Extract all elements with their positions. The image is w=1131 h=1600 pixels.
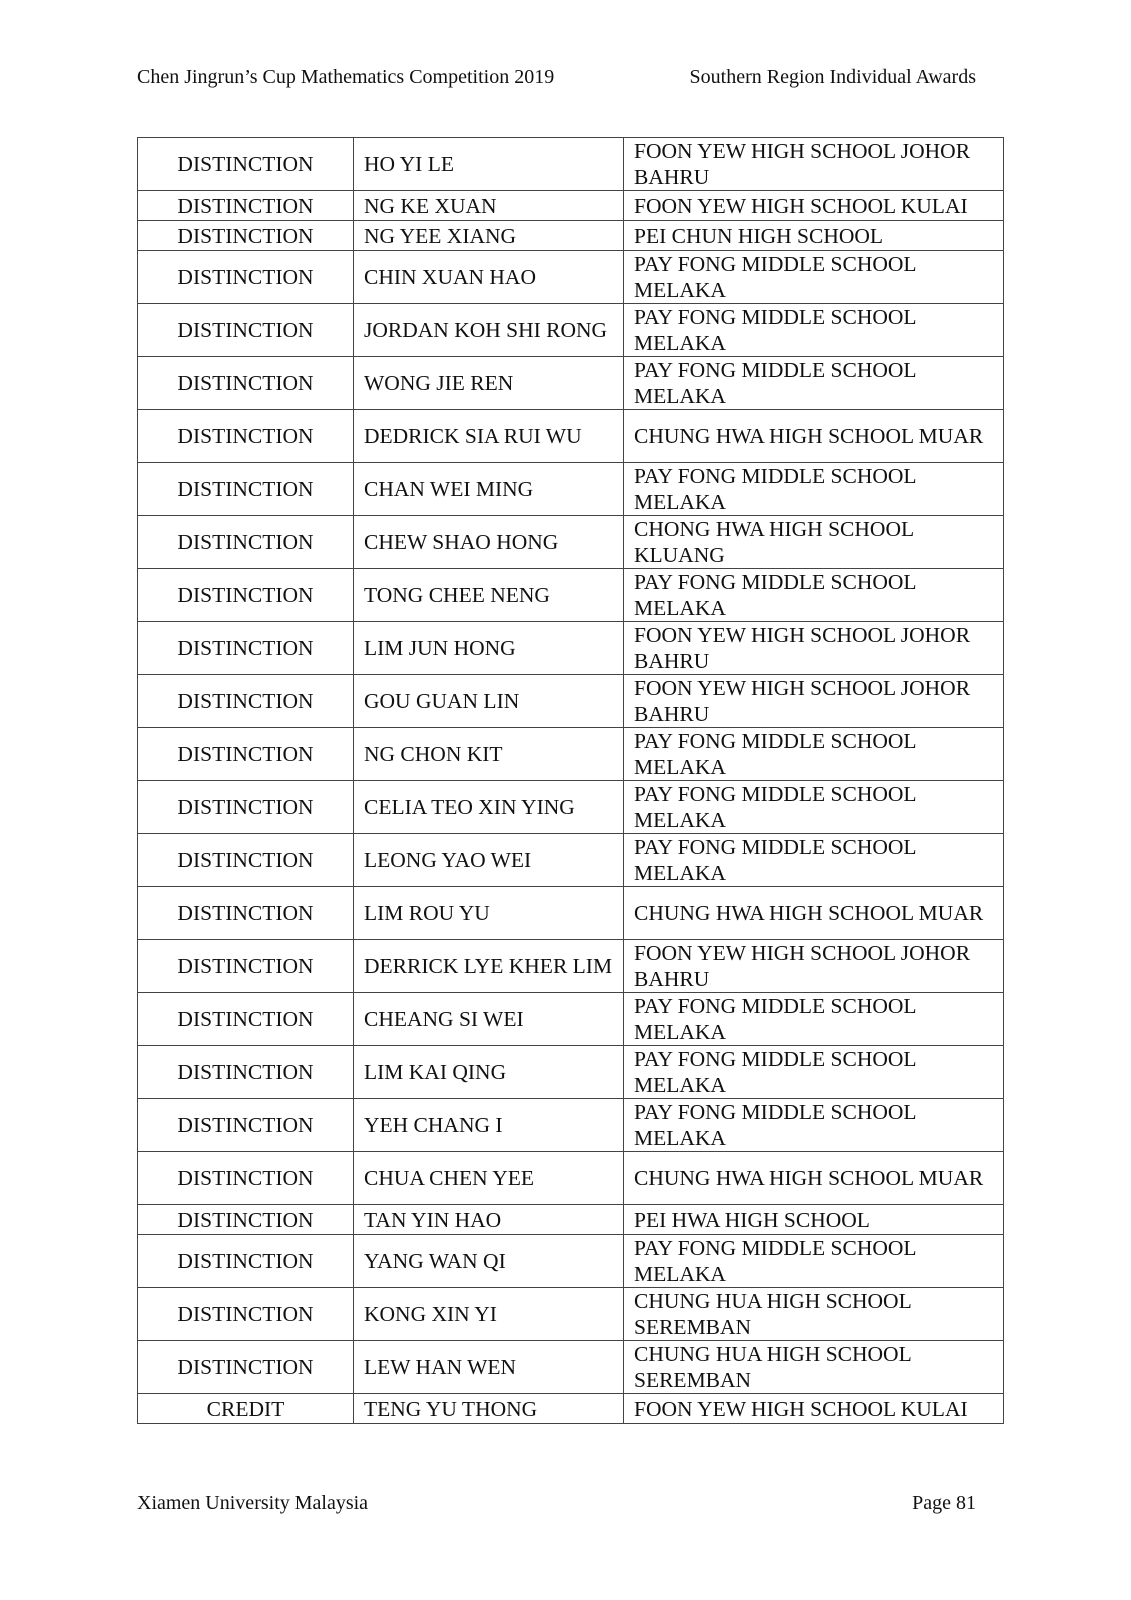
school-cell: PAY FONG MIDDLE SCHOOL MELAKA bbox=[624, 1235, 1004, 1288]
school-cell: FOON YEW HIGH SCHOOL JOHOR BAHRU bbox=[624, 622, 1004, 675]
footer-institution: Xiamen University Malaysia bbox=[137, 1492, 369, 1514]
award-cell: DISTINCTION bbox=[138, 1341, 354, 1394]
award-cell: DISTINCTION bbox=[138, 675, 354, 728]
school-cell: PAY FONG MIDDLE SCHOOL MELAKA bbox=[624, 357, 1004, 410]
school-cell: PAY FONG MIDDLE SCHOOL MELAKA bbox=[624, 251, 1004, 304]
school-cell: PAY FONG MIDDLE SCHOOL MELAKA bbox=[624, 834, 1004, 887]
school-cell: CHONG HWA HIGH SCHOOL KLUANG bbox=[624, 516, 1004, 569]
student-name-cell: CHUA CHEN YEE bbox=[354, 1152, 624, 1205]
award-cell: DISTINCTION bbox=[138, 1235, 354, 1288]
award-cell: DISTINCTION bbox=[138, 993, 354, 1046]
award-cell: DISTINCTION bbox=[138, 781, 354, 834]
table-row bbox=[138, 251, 1004, 304]
award-cell: DISTINCTION bbox=[138, 940, 354, 993]
award-cell: DISTINCTION bbox=[138, 569, 354, 622]
student-name-cell: LEW HAN WEN bbox=[354, 1341, 624, 1394]
page-number: Page 81 bbox=[912, 1492, 976, 1514]
student-name-cell: TONG CHEE NENG bbox=[354, 569, 624, 622]
table-row bbox=[138, 463, 1004, 516]
student-name-cell: DEDRICK SIA RUI WU bbox=[354, 410, 624, 463]
school-cell: FOON YEW HIGH SCHOOL JOHOR BAHRU bbox=[624, 138, 1004, 191]
school-cell: CHUNG HUA HIGH SCHOOL SEREMBAN bbox=[624, 1341, 1004, 1394]
student-name-cell: NG YEE XIANG bbox=[354, 221, 624, 251]
award-cell: DISTINCTION bbox=[138, 516, 354, 569]
school-cell: PEI HWA HIGH SCHOOL bbox=[624, 1205, 1004, 1235]
student-name-cell: GOU GUAN LIN bbox=[354, 675, 624, 728]
school-cell: CHUNG HWA HIGH SCHOOL MUAR bbox=[624, 410, 1004, 463]
student-name-cell: JORDAN KOH SHI RONG bbox=[354, 304, 624, 357]
school-cell: FOON YEW HIGH SCHOOL JOHOR BAHRU bbox=[624, 940, 1004, 993]
table-row bbox=[138, 1235, 1004, 1288]
award-cell: DISTINCTION bbox=[138, 1205, 354, 1235]
student-name-cell: KONG XIN YI bbox=[354, 1288, 624, 1341]
award-cell: DISTINCTION bbox=[138, 357, 354, 410]
table-row bbox=[138, 834, 1004, 887]
table-row bbox=[138, 304, 1004, 357]
student-name-cell: LIM ROU YU bbox=[354, 887, 624, 940]
award-cell: DISTINCTION bbox=[138, 463, 354, 516]
table-row bbox=[138, 516, 1004, 569]
student-name-cell: YEH CHANG I bbox=[354, 1099, 624, 1152]
award-cell: DISTINCTION bbox=[138, 304, 354, 357]
table-row bbox=[138, 1205, 1004, 1235]
header-section: Southern Region Individual Awards bbox=[689, 66, 976, 88]
award-cell: DISTINCTION bbox=[138, 887, 354, 940]
student-name-cell: CHIN XUAN HAO bbox=[354, 251, 624, 304]
school-cell: CHUNG HWA HIGH SCHOOL MUAR bbox=[624, 887, 1004, 940]
award-cell: CREDIT bbox=[138, 1394, 354, 1424]
table-row bbox=[138, 569, 1004, 622]
school-cell: PAY FONG MIDDLE SCHOOL MELAKA bbox=[624, 304, 1004, 357]
table-row bbox=[138, 622, 1004, 675]
student-name-cell: CELIA TEO XIN YING bbox=[354, 781, 624, 834]
school-cell: PAY FONG MIDDLE SCHOOL MELAKA bbox=[624, 569, 1004, 622]
student-name-cell: YANG WAN QI bbox=[354, 1235, 624, 1288]
school-cell: PAY FONG MIDDLE SCHOOL MELAKA bbox=[624, 781, 1004, 834]
school-cell: PAY FONG MIDDLE SCHOOL MELAKA bbox=[624, 728, 1004, 781]
school-cell: CHUNG HUA HIGH SCHOOL SEREMBAN bbox=[624, 1288, 1004, 1341]
table-row bbox=[138, 221, 1004, 251]
student-name-cell: NG CHON KIT bbox=[354, 728, 624, 781]
student-name-cell: LEONG YAO WEI bbox=[354, 834, 624, 887]
school-cell: PAY FONG MIDDLE SCHOOL MELAKA bbox=[624, 993, 1004, 1046]
student-name-cell: CHEW SHAO HONG bbox=[354, 516, 624, 569]
award-cell: DISTINCTION bbox=[138, 138, 354, 191]
school-cell: FOON YEW HIGH SCHOOL KULAI bbox=[624, 191, 1004, 221]
table-row bbox=[138, 781, 1004, 834]
award-cell: DISTINCTION bbox=[138, 251, 354, 304]
award-cell: DISTINCTION bbox=[138, 1152, 354, 1205]
page-header bbox=[137, 66, 994, 92]
school-cell: CHUNG HWA HIGH SCHOOL MUAR bbox=[624, 1152, 1004, 1205]
school-cell: FOON YEW HIGH SCHOOL JOHOR BAHRU bbox=[624, 675, 1004, 728]
table-row bbox=[138, 1288, 1004, 1341]
table-row bbox=[138, 1394, 1004, 1424]
school-cell: PAY FONG MIDDLE SCHOOL MELAKA bbox=[624, 1046, 1004, 1099]
award-cell: DISTINCTION bbox=[138, 410, 354, 463]
table-row bbox=[138, 940, 1004, 993]
school-cell: PEI CHUN HIGH SCHOOL bbox=[624, 221, 1004, 251]
student-name-cell: DERRICK LYE KHER LIM bbox=[354, 940, 624, 993]
page-footer bbox=[137, 1492, 994, 1518]
student-name-cell: CHAN WEI MING bbox=[354, 463, 624, 516]
school-cell: PAY FONG MIDDLE SCHOOL MELAKA bbox=[624, 463, 1004, 516]
student-name-cell: LIM KAI QING bbox=[354, 1046, 624, 1099]
table-row bbox=[138, 191, 1004, 221]
table-row bbox=[138, 1046, 1004, 1099]
award-cell: DISTINCTION bbox=[138, 834, 354, 887]
school-cell: PAY FONG MIDDLE SCHOOL MELAKA bbox=[624, 1099, 1004, 1152]
award-cell: DISTINCTION bbox=[138, 1288, 354, 1341]
table-row bbox=[138, 728, 1004, 781]
award-cell: DISTINCTION bbox=[138, 1046, 354, 1099]
award-cell: DISTINCTION bbox=[138, 728, 354, 781]
table-row bbox=[138, 357, 1004, 410]
table-row bbox=[138, 138, 1004, 191]
table-row bbox=[138, 410, 1004, 463]
table-row bbox=[138, 1099, 1004, 1152]
student-name-cell: LIM JUN HONG bbox=[354, 622, 624, 675]
student-name-cell: TAN YIN HAO bbox=[354, 1205, 624, 1235]
table-row bbox=[138, 1341, 1004, 1394]
student-name-cell: NG KE XUAN bbox=[354, 191, 624, 221]
table-row bbox=[138, 887, 1004, 940]
student-name-cell: CHEANG SI WEI bbox=[354, 993, 624, 1046]
awards-table bbox=[137, 137, 1004, 1424]
student-name-cell: HO YI LE bbox=[354, 138, 624, 191]
school-cell: FOON YEW HIGH SCHOOL KULAI bbox=[624, 1394, 1004, 1424]
student-name-cell: TENG YU THONG bbox=[354, 1394, 624, 1424]
award-cell: DISTINCTION bbox=[138, 622, 354, 675]
table-row bbox=[138, 675, 1004, 728]
table-row bbox=[138, 1152, 1004, 1205]
award-cell: DISTINCTION bbox=[138, 1099, 354, 1152]
student-name-cell: WONG JIE REN bbox=[354, 357, 624, 410]
award-cell: DISTINCTION bbox=[138, 191, 354, 221]
table-row bbox=[138, 993, 1004, 1046]
header-title: Chen Jingrun’s Cup Mathematics Competition 2019 bbox=[137, 66, 555, 88]
award-cell: DISTINCTION bbox=[138, 221, 354, 251]
